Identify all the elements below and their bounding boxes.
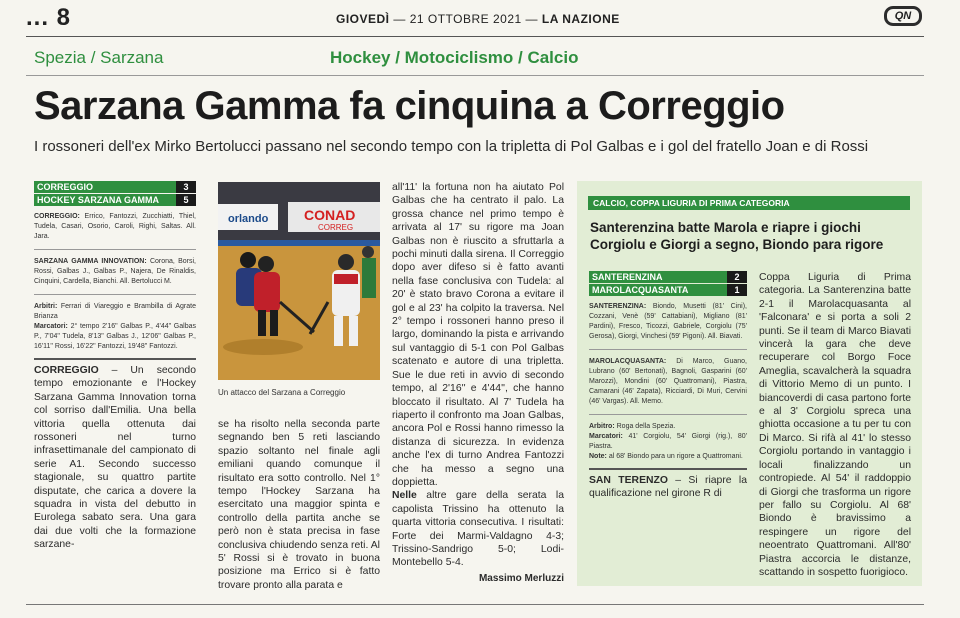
team-score: 1 bbox=[727, 284, 747, 296]
lineup-label: MAROLACQUASANTA: bbox=[589, 358, 667, 365]
page-header bbox=[26, 6, 926, 30]
note-label: Note: bbox=[589, 453, 607, 460]
kicker: Hockey / Motociclismo / Calcio bbox=[330, 48, 579, 67]
paper-name: LA NAZIONE bbox=[541, 12, 620, 26]
sidebar-tag: CALCIO, COPPA LIGURIA DI PRIMA CATEGORIA bbox=[588, 196, 910, 210]
divider bbox=[589, 414, 747, 415]
team-score: 2 bbox=[727, 271, 747, 283]
divider bbox=[589, 349, 747, 350]
article-text-end: altre gare della serata la capolista Trissino ha ottenuto la quarta vittoria consecutiva. I risultati: Forte dei Marmi-Valdagno 4-3; Trissino-Sandrigo 5-0; Lodi-Montebello 5-4. bbox=[392, 490, 564, 569]
scorers-list: 2° tempo 2'16" Galbas P., 4'44" Galbas P., 7'04" Tudela, 8'13" Galbas J., 12'06" Galbas P., 16'11" Rossi, 16'22" Fantozzi, 19'48" Fantozzi. bbox=[34, 323, 196, 350]
sign-text: CONAD bbox=[304, 207, 356, 223]
author-byline: Massimo Merluzzi bbox=[478, 572, 564, 584]
dateline-city: CORREGGIO bbox=[34, 365, 99, 376]
qn-logo: QN bbox=[884, 6, 922, 26]
match-info bbox=[589, 422, 747, 462]
article-col-1 bbox=[34, 364, 196, 552]
score-row-correggio bbox=[34, 181, 196, 193]
sidebar-col-1 bbox=[589, 271, 747, 501]
divider bbox=[34, 249, 196, 250]
referees-label: Arbitri: bbox=[34, 303, 58, 310]
article-photo bbox=[218, 182, 380, 380]
article-col-2: se ha risolto nella seconda parte segnando ben 5 reti lasciando spazio soltanto nel finale agli emiliani quando comunque il risultato era sotto controllo. Nel 1° tempo l'Hockey Sarzana ha esercitato una maggior spinta e controllo della partita anche se però non è stata precisa in fase conclusiva chiudendo senza reti. Al 5' Rossi si è trovato in buona posizione ma Errico si è fatto trovare pronto alla parata e bbox=[218, 419, 380, 591]
day-label: GIOVEDÌ bbox=[336, 12, 390, 26]
score-row-santerenzina bbox=[589, 271, 747, 283]
header-rule bbox=[26, 36, 924, 37]
divider bbox=[34, 358, 196, 360]
lineup-label: CORREGGIO: bbox=[34, 213, 80, 220]
team-score: 5 bbox=[176, 194, 196, 206]
lineup-players: Biondo, Musetti (81' Cini), Cozzani, Venè (59' Cattabiani), Migliano (81' Pardini), Fresco, Ticozzi, Gabriele, Corgiolu (75' Gerosa), Giorgi, Vinchesi (59' Pigoni). All. Biavati. bbox=[589, 303, 747, 340]
subheadline: I rossoneri dell'ex Mirko Bertolucci passano nel secondo tempo con la tripletta di Pol Galbas e i gol del fratello Joan e di Rossi bbox=[34, 138, 869, 155]
scorers-label: Marcatori: bbox=[589, 433, 623, 440]
divider bbox=[589, 468, 747, 470]
sponsor-text: orlando bbox=[228, 213, 269, 225]
column-1 bbox=[34, 181, 196, 552]
section-rule bbox=[26, 75, 924, 76]
headline: Sarzana Gamma fa cinquina a Correggio bbox=[34, 84, 785, 128]
sidebar-title: Santerenzina batte Marola e riapre i giochi Corgiolu e Giorgi a segno, Biondo para rigore bbox=[590, 220, 884, 252]
article-text: – Un secondo tempo emozionante e l'Hockey Sarzana Gamma Innovation torna col sorriso dall'Emilia. Una bella vittoria quella ottenuta dai rossoneri nel turno infrasettimanale del campionato di serie A1. Secondo successo stagionale, su quattro partite disputate, che carica a dovere la squadra in vista del debutto in Eurolega sabato sera. Una gara dai due volti che la formazione sarzane- bbox=[34, 365, 196, 551]
referee-name: Roga della Spezia. bbox=[616, 423, 676, 430]
article-text: all'11' la fortuna non ha aiutato Pol Galbas che ha centrato il palo. La grossa chance nel primo tempo è arrivata al 17' su rigore ma Joan Galbas non è riuscito a sfruttarla a pochi minuti dalla sirena. Il Correggio dopo aver difeso si è fatto avanti nella fase conclusiva con Tudela: al 20' è stato bravo Corona a evitare il gol e al 23' ha colpito la traversa. Nel 2° tempo i rossoneri hanno preso il largo, dominando la pista e arrivando sul vantaggio di 5-1 con Pol Galbas scatenato e autore di una tripletta. Sue le due reti in avvio di secondo tempo, al 2'16'' e 4'44'', che hanno bloccato il risultato. Al 7' Tudela ha riaperto il confronto ma Joan Galbas, ancora Pol e Rossi hanno rimesso la distanza di sicurezza. In evidenza anche l'ex di turno Andrea Fantozzi che ha messo a segno una doppietta. bbox=[392, 182, 564, 488]
hockey-players-illustration bbox=[218, 182, 380, 380]
sign-subtext: CORREG bbox=[318, 223, 354, 232]
referees bbox=[34, 302, 196, 352]
dateline bbox=[336, 12, 620, 26]
team-name: SANTERENZINA bbox=[592, 272, 663, 282]
lineup-label: SANTERENZINA: bbox=[589, 303, 647, 310]
divider bbox=[34, 294, 196, 295]
photo-caption: Un attacco del Sarzana a Correggio bbox=[218, 388, 346, 397]
score-row-sarzana bbox=[34, 194, 196, 206]
page-number: ... 8 bbox=[26, 4, 72, 31]
date-label: — 21 OTTOBRE 2021 — bbox=[393, 12, 539, 26]
section-label: Spezia / Sarzana bbox=[34, 48, 164, 67]
lineup-players: Errico, Fantozzi, Zucchiatti, Thiel, Tudela, Casari, Osorio, Caroli, Righi, Saltas. All. Jara. bbox=[34, 213, 196, 240]
note-text: al 68' Biondo para un rigore a Quattromani. bbox=[608, 453, 743, 460]
lineup-santerenzina bbox=[589, 302, 747, 342]
team-name: HOCKEY SARZANA GAMMA bbox=[37, 195, 160, 205]
article-text-bold: Nelle bbox=[392, 490, 417, 502]
dateline-city: SAN TERENZO bbox=[589, 475, 668, 486]
lineup-correggio bbox=[34, 212, 196, 242]
lineup-players: Corona, Borsi, Rossi, Galbas J., Galbas P., Najera, De Rinaldis, Cinquini, Cardella, Bianchi. All. Bertolucci M. bbox=[34, 258, 196, 285]
lineup-sarzana bbox=[34, 257, 196, 287]
lineup-marolacquasanta bbox=[589, 357, 747, 407]
sidebar-text: – Si riapre la qualificazione nel girone R di bbox=[589, 475, 747, 500]
team-name: CORREGGIO bbox=[37, 182, 94, 192]
lineup-players: Di Marco, Guano, Lubrano (60' Bertonati), Bagnoli, Gasparini (60' Marozzi), Mondini (60' Quattromani), Piastra, Camarani (46' Zapata), Ricciardi, Di Muri, Cervini (46' Vargas). All. Memo. bbox=[589, 358, 748, 405]
article-col-3 bbox=[392, 181, 564, 585]
referees-names: Ferrari di Viareggio e Brambilla di Agrate Brianza bbox=[34, 303, 196, 320]
sidebar-lead bbox=[589, 474, 747, 501]
sidebar-col-2: Coppa Liguria di Prima categoria. La Santerenzina batte 2-1 il Marolacquasanta al 'Falconara' e si porta a soli 2 punti. Se il team di Marco Biavati vincerà la gara che deve recuperare col Borgo Foce Ameglia, scavalcherà la squadra di Vittorio Memo di un punto. I biancoverdi di casa partono forte e al 3' Corgiolu spreca una ghiotta occasione a tu per tu con Di Marco. Si rifà al 41' lo stesso Corgiolu portando in vantaggio i locali finalizzando un contropiede. Al 54' il raddoppio di Giorgi che trasforma un rigore per fallo su Corgiolu. Al 68' Biondo è bravissimo a respingere un rigore del neoentrato Quattromani. All'80' Piastra accorcia le distanze, scattando in sospetto fuorigioco. bbox=[759, 272, 911, 578]
referee-label: Arbitro: bbox=[589, 423, 615, 430]
team-score: 3 bbox=[176, 181, 196, 193]
lineup-label: SARZANA GAMMA INNOVATION: bbox=[34, 258, 147, 265]
sidebar-article bbox=[577, 181, 922, 586]
scorers-label: Marcatori: bbox=[34, 323, 68, 330]
footer-rule bbox=[26, 604, 924, 605]
score-row-marolacquasanta bbox=[589, 284, 747, 296]
scorers-list: 41' Corgiolu, 54' Giorgi (rig.), 80' Piastra. bbox=[589, 433, 748, 450]
team-name: MAROLACQUASANTA bbox=[592, 285, 689, 295]
